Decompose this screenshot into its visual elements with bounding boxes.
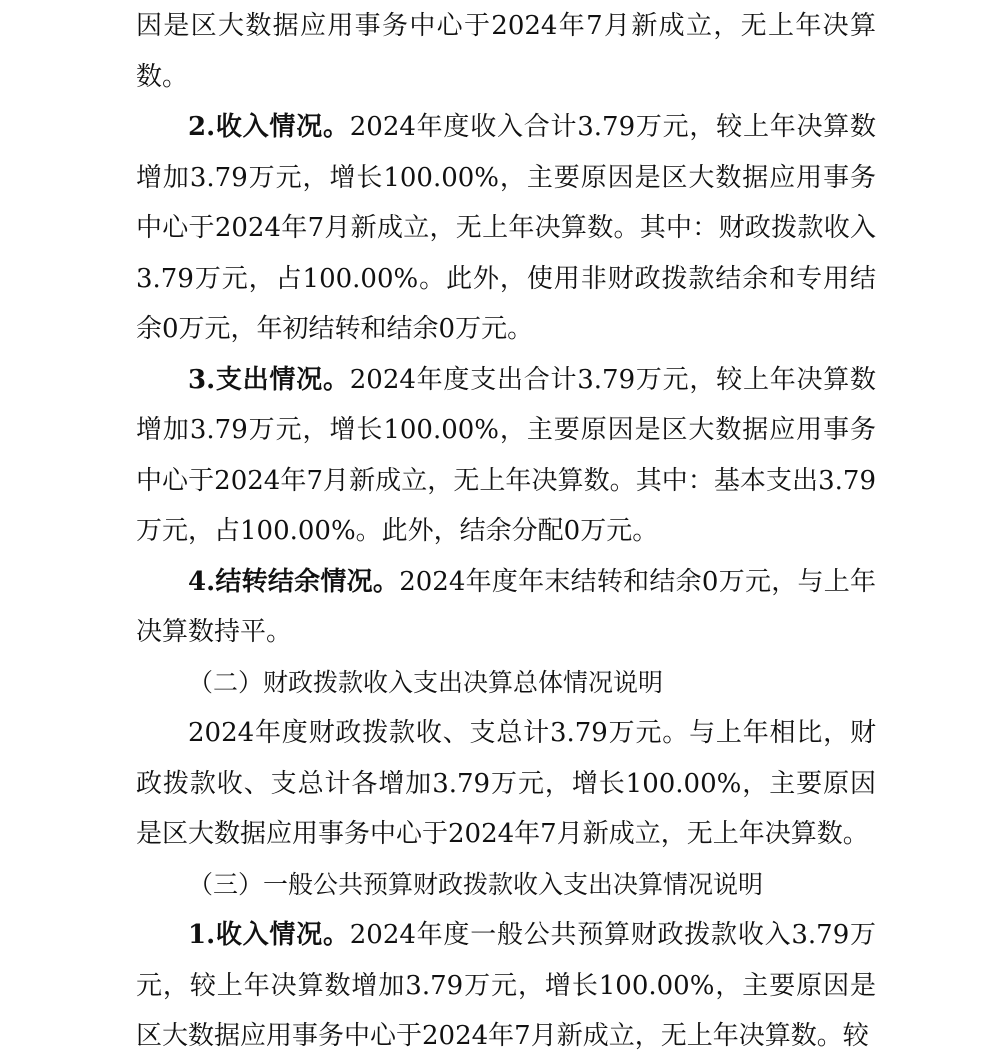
carryover-label: 4.结转结余情况。 (188, 566, 400, 597)
document-page (136, 0, 876, 1062)
expenditure-paragraph (136, 355, 876, 557)
income-text: 2024年度收入合计3.79万元，较上年决算数增加3.79万元，增长100.00%，主要原因是区大数据应用事务中心于2024年7月新成立，无上年决算数。其中：财政拨款收入3.79万元，占100.00%。此外，使用非财政拨款结余和专用结余0万元，年初结转和结余0万元。 (136, 112, 876, 344)
overall-paragraph (136, 708, 876, 860)
overall-text: 2024年度财政拨款收、支总计3.79万元。与上年相比，财政拨款收、支总计各增加3.79万元，增长100.00%，主要原因是区大数据应用事务中心于2024年7月新成立，无上年决算数。 (136, 718, 876, 849)
continuation-paragraph (136, 1, 876, 102)
continuation-text: 因是区大数据应用事务中心于2024年7月新成立，无上年决算数。 (136, 11, 876, 92)
general-income-label: 1.收入情况。 (188, 920, 350, 950)
carryover-text: 2024年度年末结转和结余0万元，与上年决算数持平。 (136, 566, 876, 647)
section-heading-3: （三）一般公共预算财政拨款收入支出决算情况说明 (188, 869, 764, 899)
carryover-paragraph (136, 557, 876, 658)
general-income-text: 2024年度一般公共预算财政拨款收入3.79万元，较上年决算数增加3.79万元，增长100.00%，主要原因是区大数据应用事务中心于2024年7月新成立，无上年决算数。较 (136, 920, 876, 1051)
expenditure-text: 2024年度支出合计3.79万元，较上年决算数增加3.79万元，增长100.00%，主要原因是区大数据应用事务中心于2024年7月新成立，无上年决算数。其中：基本支出3.79万元，占100.00%。此外，结余分配0万元。 (136, 364, 876, 546)
income-label: 2.收入情况。 (188, 112, 350, 142)
section-heading-2: （二）财政拨款收入支出决算总体情况说明 (188, 667, 664, 697)
expenditure-label: 3.支出情况。 (188, 364, 350, 395)
general-income-paragraph (136, 910, 876, 1062)
income-paragraph (136, 102, 876, 355)
